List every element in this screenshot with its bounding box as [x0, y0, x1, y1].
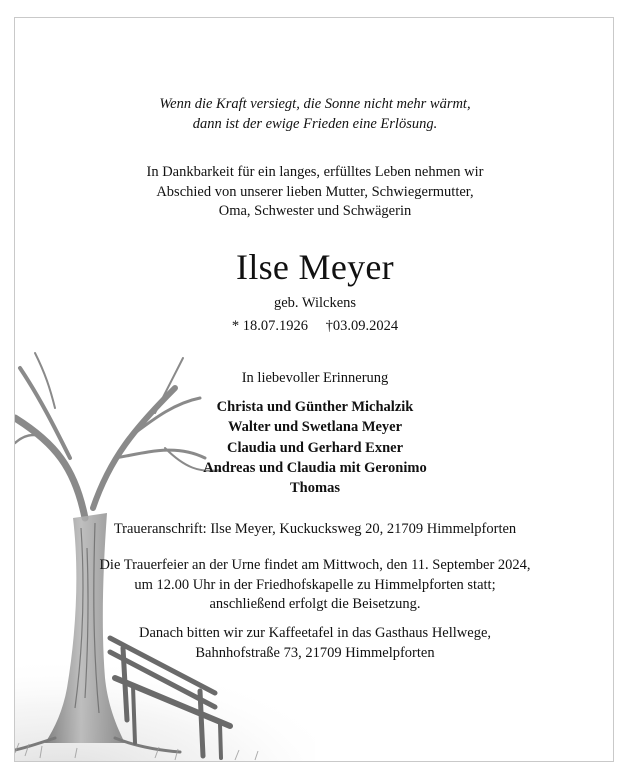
family-member: Thomas [290, 480, 340, 497]
intro-line: In Dankbarkeit für ein langes, erfülltes Leben nehmen wir [146, 164, 484, 180]
reception-line: Bahnhofstraße 73, 21709 Himmelpforten [195, 644, 435, 661]
intro-paragraph [15, 163, 614, 222]
life-dates [15, 316, 614, 336]
birth-date: * 18.07.1926 [231, 318, 308, 334]
deceased-name: Ilse Meyer [236, 247, 394, 287]
ceremony-line: anschließend erfolgt die Beisetzung. [209, 596, 421, 612]
ceremony-line: Die Trauerfeier an der Urne findet am Mittwoch, den 11. September 2024, [99, 557, 531, 573]
family-list [15, 397, 614, 498]
reception-line: Danach bitten wir zur Kaffeetafel in das Gasthaus Hellwege, [138, 625, 492, 641]
quote-line: Wenn die Kraft versiegt, die Sonne nicht mehr wärmt, [159, 96, 471, 112]
intro-line: Abschied von unserer lieben Mutter, Schwiegermutter, [156, 183, 474, 200]
intro-line: Oma, Schwester und Schwägerin [218, 203, 412, 219]
death-date: †03.09.2024 [325, 318, 399, 334]
reception-info [15, 624, 614, 663]
family-member: Christa und Günther Michalzik [216, 399, 414, 415]
memorial-quote [15, 94, 614, 134]
quote-line: dann ist der ewige Frieden eine Erlösung. [192, 116, 438, 132]
mourning-address: Traueranschrift: Ilse Meyer, Kuckucksweg 20, 21709 Himmelpforten [113, 521, 517, 537]
memory-line: In liebevoller Erinnerung [241, 370, 389, 386]
family-member: Andreas und Claudia mit Geronimo [203, 459, 427, 476]
ceremony-info [15, 556, 614, 615]
ceremony-line: um 12.00 Uhr in der Friedhofskapelle zu Himmelpforten statt; [134, 576, 496, 593]
birth-name: geb. Wilckens [273, 295, 357, 311]
family-member: Walter und Swetlana Meyer [227, 419, 403, 436]
family-member: Claudia und Gerhard Exner [226, 439, 404, 456]
obituary-card [14, 17, 614, 762]
